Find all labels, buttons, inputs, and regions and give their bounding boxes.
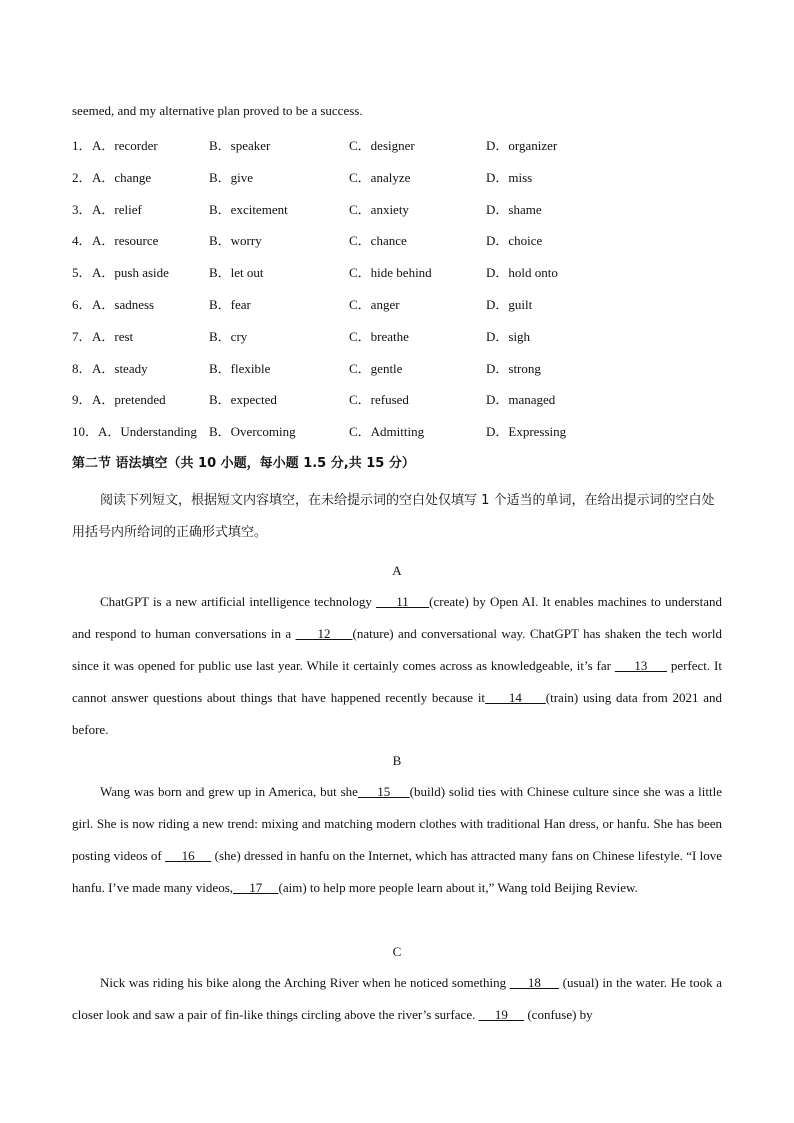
passage-text: Wang was born and grew up in America, but she [100,784,358,799]
option-d: D．guilt [486,297,533,312]
question-number: 6． [72,297,92,312]
option-a: A．rest [92,328,134,344]
answer-blank: 15 [357,784,410,799]
option-a: A．recorder [92,138,158,153]
option-b: B．expected [209,392,277,408]
passage-a [72,586,722,746]
option-d: D．sigh [486,328,531,344]
passage-text: perfect. It cannot answer questions about things that have happened recently because it [72,658,722,705]
answer-blank: 19 [478,1007,525,1022]
answer-blank: 11 [375,594,430,609]
answer-blank: 17 [233,880,279,895]
answer-blank: 12 [295,626,353,641]
option-a: A．change [92,169,152,185]
option-b: B．fear [209,297,251,312]
passage-label-c: C [392,944,402,959]
passage-text: ChatGPT is a new artificial intelligence technology [100,594,376,609]
passage-label-a: A [392,563,402,578]
answer-blank: 18 [509,975,560,990]
option-b: B．worry [209,233,262,249]
option-b: B．speaker [209,138,271,153]
option-a: A．resource [92,233,159,249]
option-d: D．organizer [486,138,558,153]
passage-text: (build) solid ties with Chinese culture since she was a little girl. She is now riding a new trend: mixing and matching modern clothes with traditional Han dress, or hanfu. She has been posting videos of [72,784,723,863]
option-b: B．cry [209,328,248,344]
passage-text: (nature) and conversational way. ChatGPT has shaken the tech world since it was opened for public use last year. While it certainly comes across as knowledgeable, it’s far [72,626,722,673]
passage-c [72,967,722,1031]
option-a: A．steady [92,360,148,376]
question-number: 2． [72,169,92,185]
passage-text: Nick was riding his bike along the Arching River when he noticed something [100,975,510,990]
passage-text: (create) by Open AI. It enables machines to understand and respond to human conversations in a [72,594,723,641]
option-a: A．relief [92,201,142,217]
question-number: 8． [72,360,92,376]
option-b: B．give [209,169,254,185]
option-c: C．anger [349,297,400,312]
question-number: 9． [72,392,92,408]
option-c: C．gentle [349,360,403,376]
question-number: 5． [72,265,92,281]
option-c: C．Admitting [349,424,425,440]
option-b: B．let out [209,265,264,281]
answer-blank: 14 [485,690,546,705]
question-number: 1． [72,138,92,153]
option-c: C．refused [349,392,409,408]
option-d: D．hold onto [486,265,558,281]
section-title: 第二节 语法填空（共 10 小题，每小题 1.5 分,共 15 分） [72,456,415,471]
option-a: A．pretended [92,392,166,408]
passage-label-b: B [392,753,402,768]
option-d: D．choice [486,233,543,249]
passage-text: (train) using data from 2021 and before. [72,690,722,737]
option-c: C．analyze [349,169,411,185]
passage-text: (usual) in the water. He took a closer look and saw a pair of fin-like things circling above the river’s surface. [72,975,722,1022]
answer-blank: 16 [165,848,212,863]
answer-blank: 13 [614,658,667,673]
option-d: D．managed [486,392,556,408]
option-c: C．designer [349,138,415,153]
option-c: C．chance [349,233,407,249]
section-instruction: 阅读下列短文，根据短文内容填空，在未给提示词的空白处仅填写 1 个适当的单词，在给出提示词的空白处用括号内所给词的正确形式填空。 [72,493,715,540]
option-d: D．miss [486,169,533,185]
option-a: A．sadness [92,297,155,312]
option-d: D．strong [486,360,541,376]
option-d: D．Expressing [486,424,567,440]
option-b: B．Overcoming [209,424,296,440]
option-b: B．excitement [209,201,288,217]
passage-b [72,776,722,904]
option-c: C．breathe [349,328,409,344]
intro-line: seemed, and my alternative plan proved to be a success. [72,103,363,118]
question-number: 4． [72,233,92,249]
option-c: C．hide behind [349,265,432,281]
option-c: C．anxiety [349,201,409,217]
passage-text: (she) dressed in hanfu on the Internet, which has attracted many fans on Chinese lifestyle. “I love hanfu. I’ve made many videos, [72,848,722,895]
question-number: 10． [72,424,99,440]
option-a: A．Understanding [98,424,197,440]
option-d: D．shame [486,201,542,217]
option-b: B．flexible [209,360,271,376]
passage-text: (confuse) by [524,1007,593,1022]
question-number: 3． [72,201,92,217]
option-a: A．push aside [92,265,169,281]
question-number: 7． [72,328,92,344]
passage-text: (aim) to help more people learn about it,” Wang told Beijing Review. [278,880,638,895]
